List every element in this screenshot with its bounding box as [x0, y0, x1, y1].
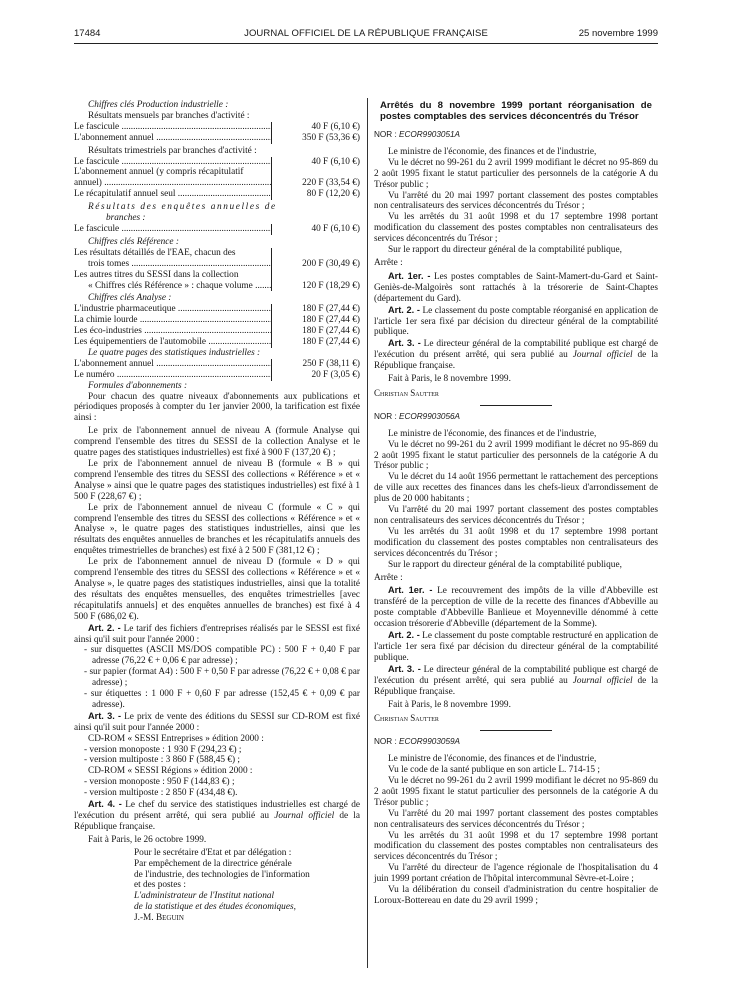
- journal-title: JOURNAL OFFICIEL DE LA RÉPUBLIQUE FRANÇAISE: [244, 28, 488, 39]
- list-item: - sur étiquettes : 1 000 F + 0,60 F par adresse (152,45 € + 0,09 € par adresse).: [84, 689, 360, 710]
- paragraph: Vu le décret no 99-261 du 2 avril 1999 modifiant le décret no 95-869 du 2 août 1995 fixant le statut particulier des personnels de la catégorie A du Trésor public ;: [374, 157, 658, 190]
- price-value: 80 F (12,20 €): [271, 189, 360, 200]
- paragraph: Le ministre de l'économie, des finances et de l'industrie,: [388, 428, 597, 439]
- article-label: Art. 3. -: [388, 338, 421, 349]
- paragraph: Vu le décret du 14 août 1956 permettant le rattachement des perceptions de ville aux recettes des finances dans les chefs-lieux d'arrondissement de plus de 20 000 habitants ;: [374, 472, 658, 505]
- article-4: Art. 4. - Le chef du service des statistiques industrielles est chargé de l'exécution du présent arrêté, qui sera publié au Journal officiel de la République française.: [74, 799, 361, 832]
- article-label: Art. 3. -: [388, 663, 421, 674]
- paragraph: Le prix de l'abonnement annuel de niveau C (formule « C » qui comprend l'ensemble des titres du SESSI des collections « Référence » et « Analyse », le quatre pages des statistiques industrielles, ainsi que les résultats des enquêtes annuelles de branches et les récapitulatifs annuels des enquêtes trimestrielles de branches) est fixé à 2 500 F (381,12 €) ;: [74, 502, 360, 557]
- paragraph: Pour chacun des quatre niveaux d'abonnements aux publications et périodiques proposés à compter du 1er janvier 2000, la tarification est fixée ainsi :: [74, 391, 360, 424]
- section-heading: Résultats des enquêtes annuelles de: [88, 202, 277, 213]
- price-value: 180 F (27,44 €): [271, 326, 360, 337]
- article-3: Art. 3. - Le prix de vente des éditions du SESSI sur CD-ROM est fixé ainsi qu'il suit pour l'année 2000 :: [74, 710, 360, 733]
- article-1: Art. 1er. - Le recouvrement des impôts de la ville d'Abbeville est transféré de la perception de ville de la recette des finances d'Abbeville au poste comptable d'Abbeville Banlieue et Moyenneville dénommé à cette occasion trésorerie d'Abbeville (département de la Somme).: [374, 585, 659, 630]
- paragraph: Vu l'arrêté du 20 mai 1997 portant classement des postes comptables non centralisateurs des services déconcentrés du Trésor ;: [374, 808, 658, 830]
- arrete-label: Arrête :: [374, 572, 403, 583]
- paragraph: Sur le rapport du directeur général de la comptabilité publique,: [388, 559, 622, 570]
- price-row: [74, 224, 360, 235]
- price-value: 220 F (33,54 €): [271, 167, 360, 189]
- price-label: Les équipementiers de l'automobile .....: [74, 337, 271, 348]
- section-divider: [480, 730, 552, 731]
- list-item: - version multiposte : 3 860 F (588,45 €) ;: [84, 755, 240, 766]
- price-value: 20 F (3,05 €): [271, 370, 360, 381]
- signature-line: de la statistique et des études économiques,: [134, 902, 296, 913]
- price-value: 250 F (38,11 €): [271, 359, 360, 370]
- price-row: [74, 133, 360, 144]
- list-item: - version monoposte : 1 930 F (294,23 €) ;: [84, 744, 242, 755]
- price-row: [74, 189, 360, 200]
- signature-block: [74, 848, 360, 924]
- price-value: 180 F (27,44 €): [271, 315, 360, 326]
- price-row: [74, 359, 360, 370]
- header-rule: [74, 43, 658, 44]
- list-item: - sur papier (format A4) : 500 F + 0,50 F par adresse (76,22 € + 0,08 € par adresse) ;: [84, 667, 360, 689]
- price-value: 40 F (6,10 €): [271, 157, 360, 168]
- price-label: La chimie lourde .....: [74, 315, 271, 326]
- article-2: Art. 2. - Le classement du poste comptable réorganisé en application de l'article 1er sera fixé par décision du directeur général de la comptabilité publique.: [374, 304, 658, 338]
- article-label: Art. 2. -: [388, 630, 420, 641]
- decree-heading: Arrêtés du 8 novembre 1999 portant réorganisation de postes comptables des services déconcentrés du Trésor: [380, 100, 652, 122]
- paragraph: Vu le décret no 99-261 du 2 avril 1999 modifiant le décret no 95-869 du 2 août 1995 fixant le statut particulier des personnels de la catégorie A du Trésor public ;: [374, 776, 658, 808]
- price-label: L'abonnement annuel (y compris récapitulatif: [74, 167, 244, 178]
- price-row: [74, 370, 360, 381]
- price-label: Les autres titres du SESSI dans la collection: [74, 269, 239, 280]
- paragraph: Le prix de l'abonnement annuel de niveau B (formule « B » qui comprend l'ensemble des titres du SESSI des collections « Référence » et « Analyse » ainsi que le quatre pages des statistiques industrielles) est fixé à 1 500 F (228,67 €) ;: [74, 459, 360, 502]
- page-number: 17484: [74, 28, 101, 39]
- signatory-name: Christian Sautter: [374, 713, 439, 724]
- list-item: - version monoposte : 950 F (144,83 €) ;: [84, 777, 235, 788]
- price-label: « Chiffres clés Référence » : chaque volume .....: [74, 281, 271, 292]
- cdrom-title: CD-ROM « SESSI Entreprises » édition 2000 :: [88, 733, 264, 744]
- section-heading: Formules d'abonnements :: [88, 380, 188, 391]
- paragraph: Vu le décret no 99-261 du 2 avril 1999 modifiant le décret no 95-869 du 2 août 1995 fixant le statut particulier des personnels de la catégorie A du Trésor public ;: [374, 439, 658, 472]
- section-intro: Résultats trimestriels par branches d'activité :: [88, 145, 257, 156]
- paragraph: Le ministre de l'économie, des finances et de l'industrie,: [388, 146, 597, 157]
- price-row: [74, 315, 360, 326]
- price-row: [74, 248, 360, 270]
- list-item: - sur disquettes (ASCII MS/DOS compatible PC) : 500 F + 0,40 F par adresse (76,22 € + 0,06 € par adresse) ;: [84, 645, 360, 667]
- price-row: [74, 270, 360, 292]
- article-label: Art. 2. -: [388, 304, 420, 315]
- paragraph: Vu le code de la santé publique en son article L. 714-15 ;: [388, 765, 600, 776]
- price-row: [74, 326, 360, 337]
- article-label: Art. 4. -: [88, 799, 122, 810]
- article-label: Art. 1er. -: [388, 585, 433, 596]
- paragraph: Vu l'arrêté du 20 mai 1997 portant classement des postes comptables non centralisateurs des services déconcentrés du Trésor ;: [374, 505, 658, 526]
- section-heading: branches :: [106, 213, 146, 224]
- section-heading: Chiffres clés Référence :: [88, 236, 179, 247]
- price-label: L'abonnement annuel .....: [74, 359, 271, 370]
- article-3: Art. 3. - Le directeur général de la comptabilité publique est chargé de l'exécution du présent arrêté, qui sera publié au Journal officiel de la République française.: [374, 338, 658, 372]
- article-label: Art. 3. -: [88, 710, 122, 721]
- section-intro: Résultats mensuels par branches d'activité :: [88, 110, 250, 121]
- arrete-label: Arrête :: [374, 257, 403, 268]
- price-label: Le fascicule .....: [74, 157, 271, 168]
- paragraph: Le prix de l'abonnement annuel de niveau A (formule Analyse qui comprend l'ensemble des titres du SESSI de la collection Analyse et le quatre pages des statistiques industrielles) est fixé à 900 F (137,20 €) ;: [74, 426, 360, 459]
- signature-line: et des postes :: [134, 880, 186, 891]
- price-label: Les résultats détaillés de l'EAE, chacun des: [74, 247, 236, 258]
- paragraph: Vu les arrêtés du 31 août 1998 et du 17 septembre 1998 portant modification du classement des postes comptables non centralisateurs des services déconcentrés du Trésor ;: [374, 212, 658, 245]
- article-label: Art. 1er. -: [388, 270, 431, 281]
- price-value: 40 F (6,10 €): [271, 224, 360, 235]
- price-value: 180 F (27,44 €): [271, 304, 360, 315]
- nor-reference: NOR : ECOR9903051A: [374, 130, 461, 139]
- price-label: trois tomes .....: [74, 259, 271, 270]
- signature-line: de l'industrie, des technologies de l'information: [134, 869, 310, 880]
- paragraph: Sur le rapport du directeur général de la comptabilité publique,: [388, 245, 622, 256]
- list-item: - version multiposte : 2 850 F (434,48 €).: [84, 788, 238, 799]
- section-heading: Le quatre pages des statistiques industrielles :: [88, 347, 261, 358]
- article-3: Art. 3. - Le directeur général de la comptabilité publique est chargé de l'exécution du présent arrêté, qui sera publié au Journal officiel de la République française.: [374, 663, 658, 697]
- paragraph: Le ministre de l'économie, des finances et de l'industrie,: [388, 754, 597, 765]
- price-row: [74, 337, 360, 348]
- nor-reference: NOR : ECOR9903059A: [374, 737, 461, 747]
- paragraph: Vu les arrêtés du 31 août 1998 et du 17 septembre 1998 portant modification du classement des postes comptables non centralisateurs des services déconcentrés du Trésor ;: [374, 526, 658, 559]
- column-divider: [367, 98, 368, 968]
- signature-line: L'administrateur de l'Institut national: [134, 891, 275, 902]
- paragraph: Vu l'arrêté du 20 mai 1997 portant classement des postes comptables non centralisateurs des services déconcentrés du Trésor ;: [374, 190, 658, 212]
- article-2: Art. 2. - Le classement du poste comptable restructuré en application de l'article 1er sera fixé par décision du directeur général de la comptabilité publique.: [374, 630, 658, 663]
- signature-line: Par empêchement de la directrice générale: [134, 858, 292, 869]
- price-row: [74, 122, 360, 133]
- fait-a-paris: Fait à Paris, le 8 novembre 1999.: [388, 374, 511, 385]
- price-value: 40 F (6,10 €): [271, 122, 360, 133]
- price-value: 200 F (30,49 €): [271, 248, 360, 270]
- price-label: Le récapitulatif annuel seul .....: [74, 189, 271, 200]
- section-divider: [480, 405, 552, 406]
- price-row: [74, 304, 360, 315]
- article-label: Art. 2. -: [88, 622, 121, 633]
- price-row: [74, 157, 360, 168]
- right-column: [374, 100, 658, 907]
- price-label: Le numéro .....: [74, 370, 271, 381]
- section-heading: Chiffres clés Analyse :: [88, 293, 172, 304]
- signatory-name: J.-M. Beguin: [134, 913, 184, 924]
- page-header: [74, 28, 658, 42]
- fait-a-paris: Fait à Paris, le 26 octobre 1999.: [88, 834, 207, 845]
- fait-a-paris: Fait à Paris, le 8 novembre 1999.: [388, 699, 511, 710]
- paragraph: Le prix de l'abonnement annuel de niveau D (formule « D » qui comprend l'ensemble des titres du SESSI des collections « Référence » et « Analyse », le quatre pages des statistiques industrielles, ainsi que la totalité des résultats des enquêtes mensuelles, des enquêtes trimestrielles [avec récapitulatifs annuels] et des enquêtes annuelles de branches) est fixé à 4 500 F (686,02 €).: [74, 557, 360, 622]
- price-value: 350 F (53,36 €): [271, 133, 360, 144]
- price-label: L'industrie pharmaceutique .....: [74, 304, 271, 315]
- issue-date: 25 novembre 1999: [578, 28, 658, 39]
- price-row: [74, 167, 360, 189]
- section-heading: Chiffres clés Production industrielle :: [88, 100, 229, 110]
- paragraph: Vu l'arrêté du directeur de l'agence régionale de l'hospitalisation du 4 juin 1999 portant création de l'hôpital intercommunal Sèvre-et-Loire ;: [374, 863, 658, 885]
- price-label: Le fascicule .....: [74, 224, 271, 235]
- price-label: L'abonnement annuel .....: [74, 133, 271, 144]
- cdrom-title: CD-ROM « SESSI Régions » édition 2000 :: [88, 766, 253, 777]
- paragraph: Vu la délibération du conseil d'administration du centre hospitalier de Loroux-Bottereau en date du 29 avril 1999 ;: [374, 885, 658, 906]
- signature-line: Pour le secrétaire d'Etat et par délégation :: [134, 847, 292, 858]
- left-column: [74, 100, 360, 924]
- price-label: Le fascicule .....: [74, 122, 271, 133]
- nor-reference: NOR : ECOR9903056A: [374, 411, 461, 421]
- price-label: Les éco-industries .....: [74, 326, 271, 337]
- price-label: annuel) .....: [74, 178, 271, 189]
- price-value: 180 F (27,44 €): [271, 337, 360, 348]
- article-2: Art. 2. - Le tarif des fichiers d'entreprises réalisés par le SESSI est fixé ainsi qu'il suit pour l'année 2000 :: [74, 622, 360, 645]
- price-value: 120 F (18,29 €): [271, 270, 360, 292]
- article-1: Art. 1er. - Les postes comptables de Saint-Mamert-du-Gard et Saint-Geniès-de-Malgoirès sont rattachés à la trésorerie de Saint-Chaptes (département du Gard).: [374, 270, 658, 304]
- paragraph: Vu les arrêtés du 31 août 1998 et du 17 septembre 1998 portant modification du classement des postes comptables non centralisateurs des services déconcentrés du Trésor ;: [374, 830, 658, 863]
- signatory-name: Christian Sautter: [374, 387, 439, 398]
